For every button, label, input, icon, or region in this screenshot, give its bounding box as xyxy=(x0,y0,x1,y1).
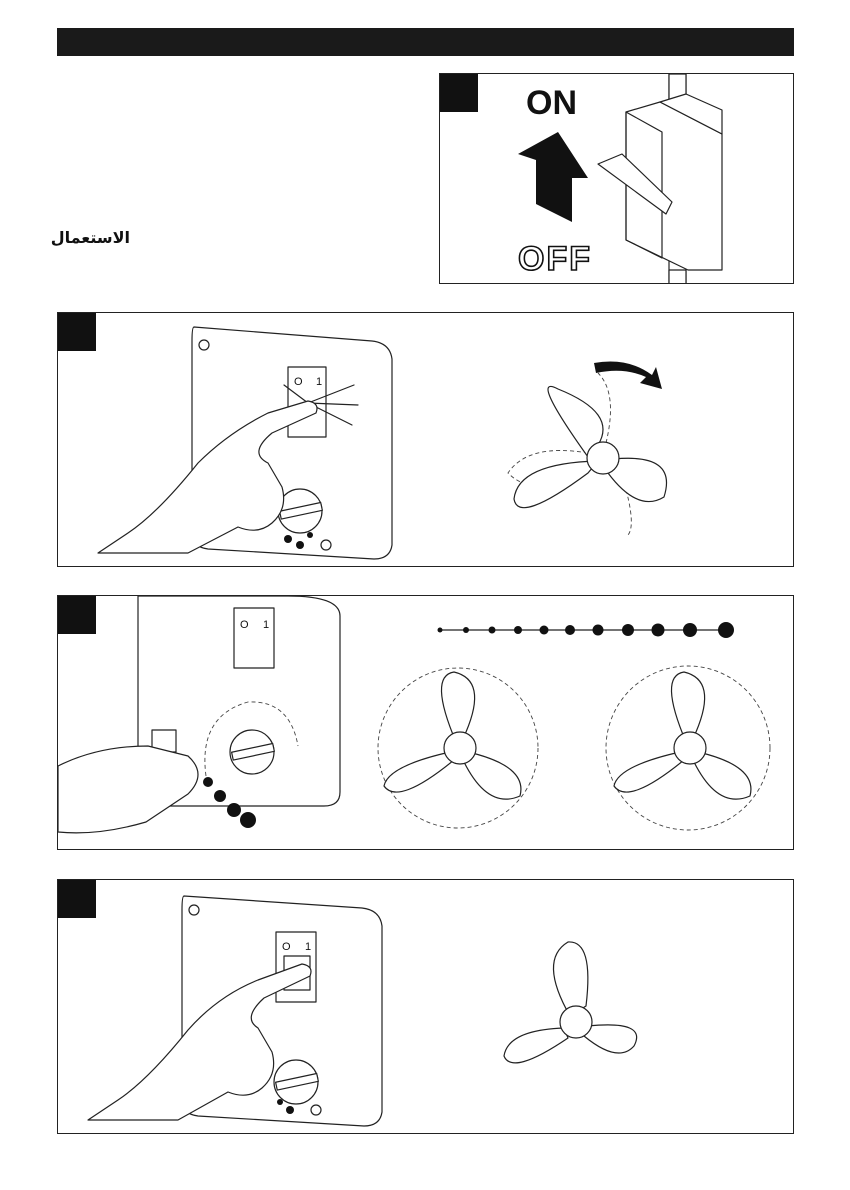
switch-on-symbol: 1 xyxy=(305,941,312,953)
fan-propeller-icon xyxy=(504,942,637,1063)
speed-progress-dots xyxy=(438,622,735,638)
off-label: OFF xyxy=(518,240,592,278)
header-bar xyxy=(57,28,794,56)
switch-on-symbol: 1 xyxy=(263,619,270,631)
breaker-illustration xyxy=(440,74,794,284)
on-label: ON xyxy=(526,84,577,122)
panel-step-4 xyxy=(57,879,794,1134)
hand-pinching-icon xyxy=(58,746,198,833)
switch-off-symbol: O xyxy=(240,619,249,631)
switch-on-illustration xyxy=(58,313,794,567)
fan-propeller-icon xyxy=(378,668,538,828)
switch-on-symbol: 1 xyxy=(316,376,323,388)
up-arrow-icon xyxy=(518,132,588,222)
fan-propeller-icon xyxy=(606,666,770,830)
section-heading-arabic: الاستعمال xyxy=(50,228,130,247)
switch-off-symbol: O xyxy=(282,941,291,953)
panel-step-2 xyxy=(57,312,794,567)
speed-adjust-illustration xyxy=(58,596,794,850)
switch-off-symbol: O xyxy=(294,376,303,388)
rotation-arrow-icon xyxy=(594,362,662,390)
panel-step-3 xyxy=(57,595,794,850)
switch-off-illustration xyxy=(58,880,794,1134)
panel-step-1 xyxy=(439,73,794,284)
circuit-breaker-icon xyxy=(598,74,722,284)
fan-propeller-icon xyxy=(508,373,667,535)
